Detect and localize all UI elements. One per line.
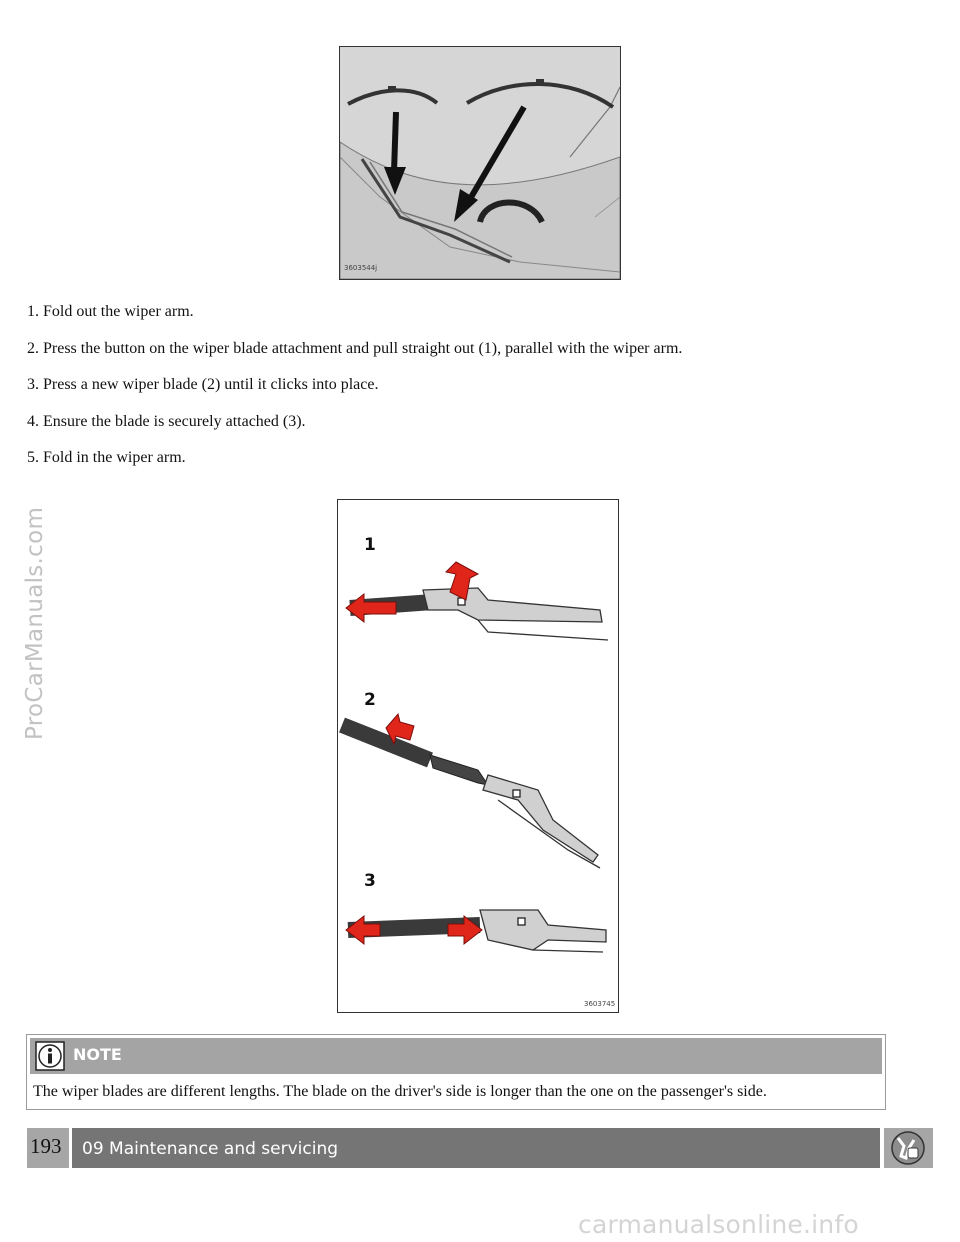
watermark: ProCarManuals.com xyxy=(22,506,48,740)
instruction-steps xyxy=(27,302,927,485)
wiper-overview-illustration xyxy=(340,47,620,279)
page-footer xyxy=(27,1128,933,1168)
step-item: 3. Press a new wiper blade (2) until it clicks into place. xyxy=(27,376,379,393)
section-title: 09 Maintenance and servicing xyxy=(72,1128,880,1168)
page-number: 193 xyxy=(27,1128,69,1168)
step-item: 1. Fold out the wiper arm. xyxy=(27,303,194,320)
step-item: 4. Ensure the blade is securely attached (3). xyxy=(27,412,306,430)
note-text: The wiper blades are different lengths. The blade on the driver's side is longer than the one on the passenger's side. xyxy=(33,1083,767,1100)
info-icon xyxy=(35,1041,65,1071)
wiper-blade-steps-illustration xyxy=(338,500,618,1012)
note-box xyxy=(26,1034,886,1110)
note-header xyxy=(30,1038,882,1074)
note-title: NOTE xyxy=(73,1045,122,1064)
step-item: 2. Press the button on the wiper blade attachment and pull straight out (1), parallel with the wiper arm. xyxy=(27,339,683,357)
step-label-1: 1 xyxy=(364,535,376,555)
step-label-2: 2 xyxy=(364,690,376,710)
site-footer-watermark: carmanualsonline.info xyxy=(578,1210,859,1239)
step-item: 5. Fold in the wiper arm. xyxy=(27,449,186,466)
wiper-overview-figure xyxy=(339,46,621,280)
section-icon-box xyxy=(884,1128,933,1168)
step-label-3: 3 xyxy=(364,871,376,891)
wrench-car-icon xyxy=(884,1128,933,1168)
figure-code: 3603544j xyxy=(344,264,378,272)
figure-code: 3603745 xyxy=(584,1000,616,1008)
wiper-blade-steps-figure xyxy=(337,499,619,1013)
